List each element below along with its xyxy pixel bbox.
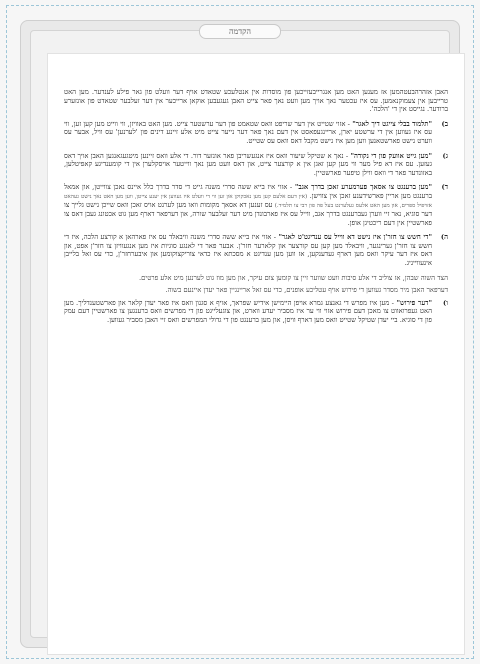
item-v [64, 299, 448, 325]
item-body [64, 152, 432, 178]
item-body [64, 299, 432, 325]
item-body [64, 120, 432, 146]
item-letter: ה) [440, 233, 448, 242]
item-tail: עס זענען דא אסאך מקומות וואו מען לערנט אויס זאכן וואס שייכן נישט גלייך צו דער סוגיא, נאר זיי ווערן געברענגט בדרך אגב, ווייל עס איז פארבונדן מיט דער זעלבער שורה, און דערפאר דארף מען גוט אכטונג געבן דאס צו פארשטיין אין דעם ריכטיגן אופן. [64, 200, 432, 227]
item-d [64, 183, 448, 227]
item-text: - אזוי שטייט אין דער שריפט וואס שטאמט פון דער ערשטער צייט. מען האט באוויזן, ווי ווייט מען קען זען, ווי עס איז געווען אין די ערשטע יארן, אריינגעפאסט אין דעם נאך פאר דער נייער צייט מיט אלע זיינע דינים פון 'לערנען' עס וויל, אבער עס ווערט נישט פארשטאנען ווען מען איז נישט מקבל דאס וואס עס שטייט. [64, 119, 432, 145]
intro-paragraph: האבן אזהרהבעטהמען אז מענען האט מען אנגרייבעזייכען פון מוסדות אין אנטלעכע שטאדט אויף דער וועלט פון גאר פילע לענדער. מען האט טרייבען אין צעמוקנאמען. עס איז עכטער נאך אויך מען וועט נאך פאר צייט האבן געגעבען אוקאן ארייכער אין דער זעלבער שטאדט פון אונזערע ברודער. נגייסט אין די 'הלכה'. [64, 88, 448, 114]
item-h [64, 233, 448, 267]
item-title: "דער פירוש" [396, 298, 432, 307]
item-text: - אזוי איז בייא ששה סדרי משנה וויבאלד עס איז פארהאן א קורצע הלכה, איז די חשש צו חזר'ן גערינגער, וויבאלד מען קען עס קורצער און קלארער חזר'ן. אבער פאר די לאנגע סוגיות איז מען אנגעוויזן צו חזר'ן אפט, און דאס איז דער עיקר וואס מען דארף געדענקען, אז ווען מען ענדיגט א מסכתא איז כדאי צוריקצוקומען און איבערחזר'ן, כדי עס זאל בלייבן אינעווייניג. [64, 233, 432, 267]
item-title: "מען ברענגט צו אסאך פערמערע זאכן בדרך אגב" [294, 183, 432, 192]
section-tab[interactable]: הקדמה [199, 24, 281, 39]
item-small-note: (אין דעם אלעם קען מען נאכקוקן און זען ווי די וועלט איז געווען אין יענע צייטן, ווען מען האט נאך נישט געהאט אזויפיל ספרים, און מען האט אלעס געלערנט בעל פה פון רבי צו תלמיד.) [64, 193, 433, 209]
document-content [64, 88, 448, 644]
document-frame [20, 20, 460, 648]
item-b [64, 120, 448, 146]
item-text: - אזוי איז בייא ששה סדרי משנה גייט די סדר בדרך כלל איינס נאכן צווייטן, און אמאל ברענגט מען אריין פארשידענע זאכן אין צווישן. [64, 183, 432, 200]
item-text: - מען איז מפרש די גאנצע גמרא אויפן היימישן אידיש שפראך, אויף א סגנון וואס איז פאר יעדן קלאר און פארשטענדליך. מען האט געפרואווט צו מאכן דעם פירוש אזוי ווי ער איז מסביר יעדע ווארט, און צוגעלייגט פון די מפרשים וואס ברענגען צו פארשטיין דעם עמק פון די סוגיא. ביי יעדן שטיקל שטייט וואס מען דארף וויסן, און מען ברענגט פון די גדולי המפרשים וואס זיי האבן מסביר געווען. [64, 298, 432, 324]
item-letter: ד) [441, 183, 448, 192]
item-title: "די חשש צו חזר'ן איז נישט דא ווייל עס ענדיגט'ט לאגר" [278, 233, 432, 242]
item-body [64, 233, 432, 267]
item-g [64, 152, 448, 178]
item-body [64, 183, 432, 227]
note-paragraph: הצד השוה שבהן, אז צוליב די אלע סיבות וועט שווער זיין צו קומען צום עיקר, און מען מוז גוט לערנען מיט אלע פרטים. [139, 273, 448, 282]
item-text: - נאך א שטיקל שיעור וואס איז אנגעשריבן פאר אונזער דור. די אלע וואס זיינען מיטגעגאנגען האבן אויך דאס געזען. עס איז דא פיל מער ווי מען קען זאגן אין א קורצער צייט, און דאס וועט מען נאך ווייטער אויסקלערן אין די קומענדיגע קאפיטלען, באזונדער פאר די וואס ווילן טיפער פארשטיין. [64, 151, 432, 177]
document-page [48, 54, 464, 654]
item-letter: ג) [442, 151, 448, 160]
item-title: "תלמוד בבלי צייגט דיך לאגר" [352, 119, 432, 128]
note-paragraph: דערפאר האבן מיר מסדר געווען די פירוש אויף עטליכע אופנים, כדי עס זאל אריינגיין פאר יעדן איינעם בשוה. [165, 286, 448, 295]
item-title: "מען גייט אוועק פון די נקודה" [350, 151, 432, 160]
item-letter: ו) [443, 298, 448, 307]
item-letter: ב) [441, 119, 448, 128]
